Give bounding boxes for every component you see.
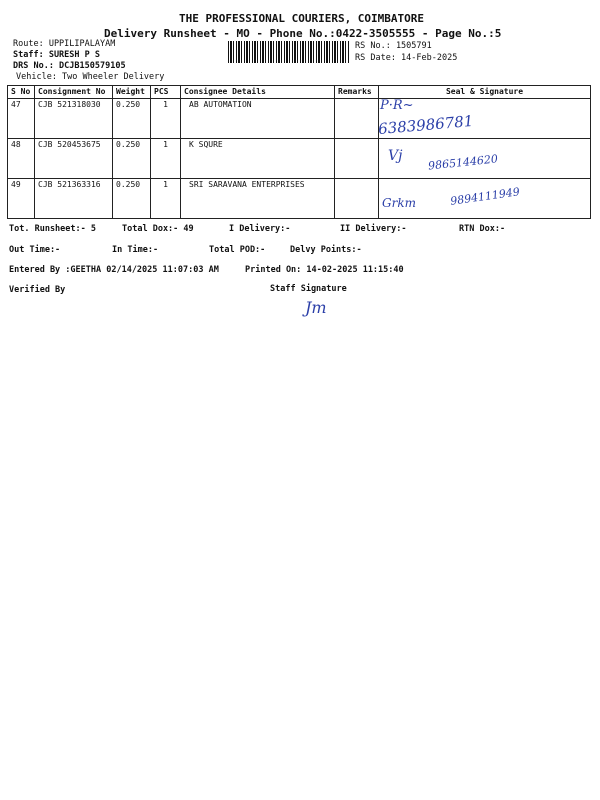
ii-delivery: II Delivery:- (340, 224, 407, 234)
col-header-weight: Weight (113, 86, 151, 99)
cell-consignment: CJB 521363316 (35, 179, 113, 219)
vehicle-label: Vehicle: Two Wheeler Delivery (16, 72, 165, 82)
table-row (8, 139, 591, 179)
entered-by: Entered By :GEETHA 02/14/2025 11:07:03 AM (9, 265, 219, 275)
cell-pcs: 1 (151, 99, 181, 139)
staff-signature-scribble: Jm (305, 298, 327, 317)
col-header-sno: S No (8, 86, 35, 99)
handwritten-phone: 9865144620 (427, 152, 499, 173)
staff-label: Staff: SURESH P S (13, 50, 100, 60)
cell-remarks (335, 139, 379, 179)
cell-consignment: CJB 521318030 (35, 99, 113, 139)
cell-sno: 48 (8, 139, 35, 179)
drs-number: DRS No.: DCJB150579105 (13, 61, 126, 71)
cell-sno: 49 (8, 179, 35, 219)
col-header-pcs: PCS (151, 86, 181, 99)
cell-consignee: SRI SARAVANA ENTERPRISES (181, 179, 335, 219)
cell-pcs: 1 (151, 179, 181, 219)
printed-on: Printed On: 14-02-2025 11:15:40 (245, 265, 404, 275)
i-delivery: I Delivery:- (229, 224, 291, 234)
col-header-consignment: Consignment No (35, 86, 113, 99)
cell-consignee: K SQURE (181, 139, 335, 179)
cell-consignee: AB AUTOMATION (181, 99, 335, 139)
delvy-points: Delvy Points:- (290, 245, 362, 255)
cell-consignment: CJB 520453675 (35, 139, 113, 179)
verified-by: Verified By (9, 285, 66, 295)
col-header-signature: Seal & Signature (379, 86, 591, 99)
company-title: THE PROFESSIONAL COURIERS, COIMBATORE (179, 12, 425, 25)
col-header-consignee: Consignee Details (181, 86, 335, 99)
out-time: Out Time:- (9, 245, 61, 255)
signature-scribble: Grkm (382, 196, 416, 210)
cell-weight: 0.250 (113, 139, 151, 179)
handwritten-phone: 9894111949 (449, 185, 521, 208)
cell-weight: 0.250 (113, 179, 151, 219)
cell-weight: 0.250 (113, 99, 151, 139)
rtn-dox: RTN Dox:- (459, 224, 506, 234)
staff-signature-label: Staff Signature (270, 284, 347, 294)
cell-remarks (335, 99, 379, 139)
signature-scribble: P·R~ (380, 98, 414, 113)
route-label: Route: UPPILIPALAYAM (13, 39, 116, 49)
cell-pcs: 1 (151, 139, 181, 179)
table-header-row (8, 86, 591, 99)
in-time: In Time:- (112, 245, 159, 255)
total-pod: Total POD:- (209, 245, 266, 255)
cell-sno: 47 (8, 99, 35, 139)
signature-scribble: Vj (388, 148, 403, 164)
cell-remarks (335, 179, 379, 219)
total-dox: Total Dox:- 49 (122, 224, 194, 234)
handwritten-phone: 6383986781 (377, 111, 475, 139)
runsheet-subtitle: Delivery Runsheet - MO - Phone No.:0422-3505555 - Page No.:5 (104, 27, 502, 40)
rs-number: RS No.: 1505791 (355, 41, 432, 51)
barcode (228, 41, 350, 63)
table-row (8, 99, 591, 139)
tot-runsheet: Tot. Runsheet:- 5 (9, 224, 96, 234)
rs-date: RS Date: 14-Feb-2025 (355, 53, 458, 63)
col-header-remarks: Remarks (335, 86, 379, 99)
